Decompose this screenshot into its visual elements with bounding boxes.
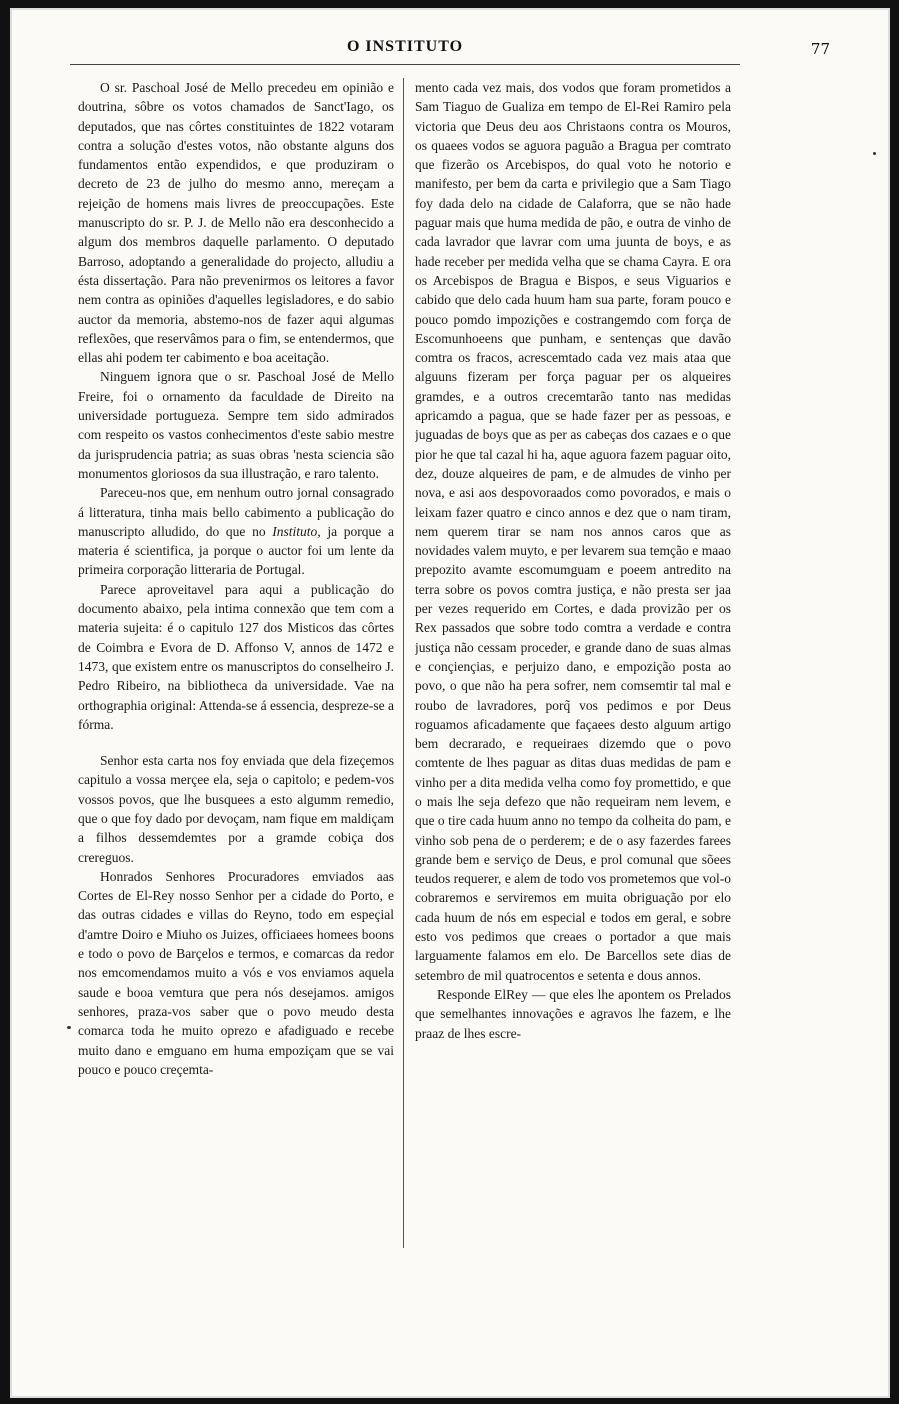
running-head: O INSTITUTO [346, 38, 464, 55]
paragraph-letter-opening: Senhor esta carta nos foy enviada que dela fizeçemos capitulo a vossa merçee ela, seja o capitolo; e pedem-vos vossos povos, que lhe busquees a esto algumm remedio, que o que foy dado por devoçam, nam fique em maldiçam a filhos dessemdemtes por a gramde cobiça dos crereguos. [78, 753, 394, 865]
paragraph-honrados: Honrados Senhores Procuradores emviados aas Cortes de El-Rey nosso Senhor per a cidade do Porto, e das outras cidades e villas do Reyno, todo em espeçial d'amtre Doiro e Miuho os Juizes, officiaees homees boons e todo o povo de Barçelos e termos, e comarcas da redor nos emcomendamos muito a vós e vos enviamos aquela saude e booa vemtura que pera nós desejamos. amigos senhores, praza-vos saber que o povo meudo desta comarca toda he muito oprezo e afadiguado e recebe muito dano e emguano em huma empoziçam que se vai pouco e pouco creçemta- [78, 868, 394, 1077]
page-header [70, 38, 830, 65]
right-column [415, 78, 731, 1248]
scanned-page [10, 8, 890, 1398]
left-column [78, 78, 394, 1248]
paragraph-responde: Responde ElRey — que eles lhe apontem os Prelados que semelhantes innovações e agravos lhe fazem, e lhe praaz de lhes escre- [415, 986, 731, 1041]
text: Pareceu-nos que, em nenhum outro jornal consagrado á litteratura, tinha mais bello cabimento a publicação do manuscripto alludido, do que no [78, 485, 394, 539]
paragraph-mello-freire: Ninguem ignora que o sr. Paschoal José de Mello Freire, foi o ornamento da faculdade de Direito na universidade portugueza. Sempre tem sido admirados com respeito os vastos conhecimentos d'este sabio mestre da jurisprudencia patria; as suas obras 'nesta sciencia são monumentos gloriosos da sua illustração, e raro talento. [78, 369, 394, 481]
scan-speck [67, 1026, 71, 1029]
paragraph-document-intro: Parece aproveitavel para aqui a publicação do documento abaixo, pela intima connexão que tem com a materia sujeita: é o capitulo 127 dos Misticos das côrtes de Coimbra e Evora de D. Affonso V, annos de 1472 e 1473, que existem entre os manuscriptos do conselheiro J. Pedro Ribeiro, na bibliotheca da universidade. Vae na orthographia original: Attenda-se á essencia, despreze-se a fórma. [78, 581, 394, 732]
scan-speck [873, 152, 876, 155]
paragraph-publication [78, 483, 394, 579]
paragraph-continuation: mento cada vez mais, dos vodos que foram prometidos a Sam Tiaguo de Gualiza em tempo de El-Rei Ramiro pela victoria que Deus deu aos Christaons contra os Mouros, os quaees vodos se aguora paguão a Bragua per comtrato que fizerão os Arcebispos, do qual voto he notorio e manifesto, per bem da carta e privilegio que a Sam Tiago foy dada delo na cidade de Calaforra, que se não hade paguar mais que huma medida de pão, e outra de vinho de cada lavrador que lavrar com uma juunta de boys, e as hade receber per medida velha que se chama Cayra. E ora os Arcebispos de Bragua e Bispos, e seus Viguarios e cabido que delo cada huum ham sua parte, foram pouco e pouco pomdo impozições e costrangemdo com força de Escomunhoeens que punham, e sentenças que davão comtra os fracos, acrescemtado cada vez mais ataa que alguuns fizeram per força paguar per os alqueires gramdes, e a outros crecemtarão tanto nas medidas apricamdo a pagua, que se hade fazer per as pessoas, e juguadas de boys que as per as cabeças dos cazaes e o que pior he que tal cazal hi ha, aque aguora fazem paguar oito, dez, douze alqueires de pam, e de almudes de vinho per nova, e asi aos despovoraados como povorados, e mais o leixam fazer quatro e cinco annos e dez que o nam tiram, nem querem tirar se nam nos annos caros que as novidades valem muyto, e per levarem sua temção e maao prepozito avamte escomumguam e poeem antredito na terra sobre os povos comtra justiça, e não presta ser jaa per vezes requerido em Cortes, e dada provizão per os Rex passados que sobre todo comtra a verdade e contra justiça não cessam proceder, e grande dano de suas almas e conçiençias, e perjuizo dano, e empozição posta ao povo, o que não ha pera sofrer, nem comsemtir tal mal e roubo de lavradores, porq̃ vos pedimos e por Deus roguamos aficadamente que façaees desto alguum artigo bem decrarado, e requeiraes dizemdo que o povo comtente de lhes paguar as ditas duas medidas de pam e vinho per a dita medida velha como foy promettido, e que o mais lhe seja defezo que não requeiram nem levem, e que o tire cada huum anno no tempo da colheita do pam, e vinho sob pena de o perderem; e de o asy fazerdes farees grande bem e serviço de Deus, e prol comunal que sõees teudos requerer, e alem de todo vos prometemos que vol-o cobraremos e serviremos em muita obriguação por elo cada huum de nós em especial e todos em geral, e sobre esto vos pedimos que creaes o portador a que mais larguamente falamos em elo. De Barcellos sete dias de setembro de mil quatrocentos e setenta e dous annos. [415, 80, 731, 983]
paragraph-intro: O sr. Paschoal José de Mello precedeu em opinião e doutrina, sôbre os votos chamados de Sanct'Iago, os deputados, que nas côrtes constituintes de 1822 votaram contra a solução d'estes votos, não obstante alguns dos fundamentos então expendidos, e que produziram o decreto de 23 de julho do mesmo anno, mereçam a rejeição de homens mais livres de preoccupações. Este manuscripto do sr. P. J. de Mello não era desconhecido a algum dos membros daquelle parlamento. O deputado Barroso, adoptando a generalidade do projecto, alludiu a ésta dissertação. Para não prevenirmos os leitores a favor nem contra as opiniões d'aquelles legisladores, e do sabio auctor da memoria, abstemo-nos de fazer aqui algumas reflexões, que reservâmos para o fim, se entendermos, que ellas ahi podem ter cabimento e boa aceitação. [78, 80, 394, 366]
text: , ja porque a materia é scientifica, ja porque o auctor foi um lente da primeira corporação litteraria de Portugal. [78, 523, 394, 578]
page-number: 77 [810, 40, 830, 58]
column-divider [403, 78, 404, 1248]
journal-title: Instituto [272, 523, 318, 539]
